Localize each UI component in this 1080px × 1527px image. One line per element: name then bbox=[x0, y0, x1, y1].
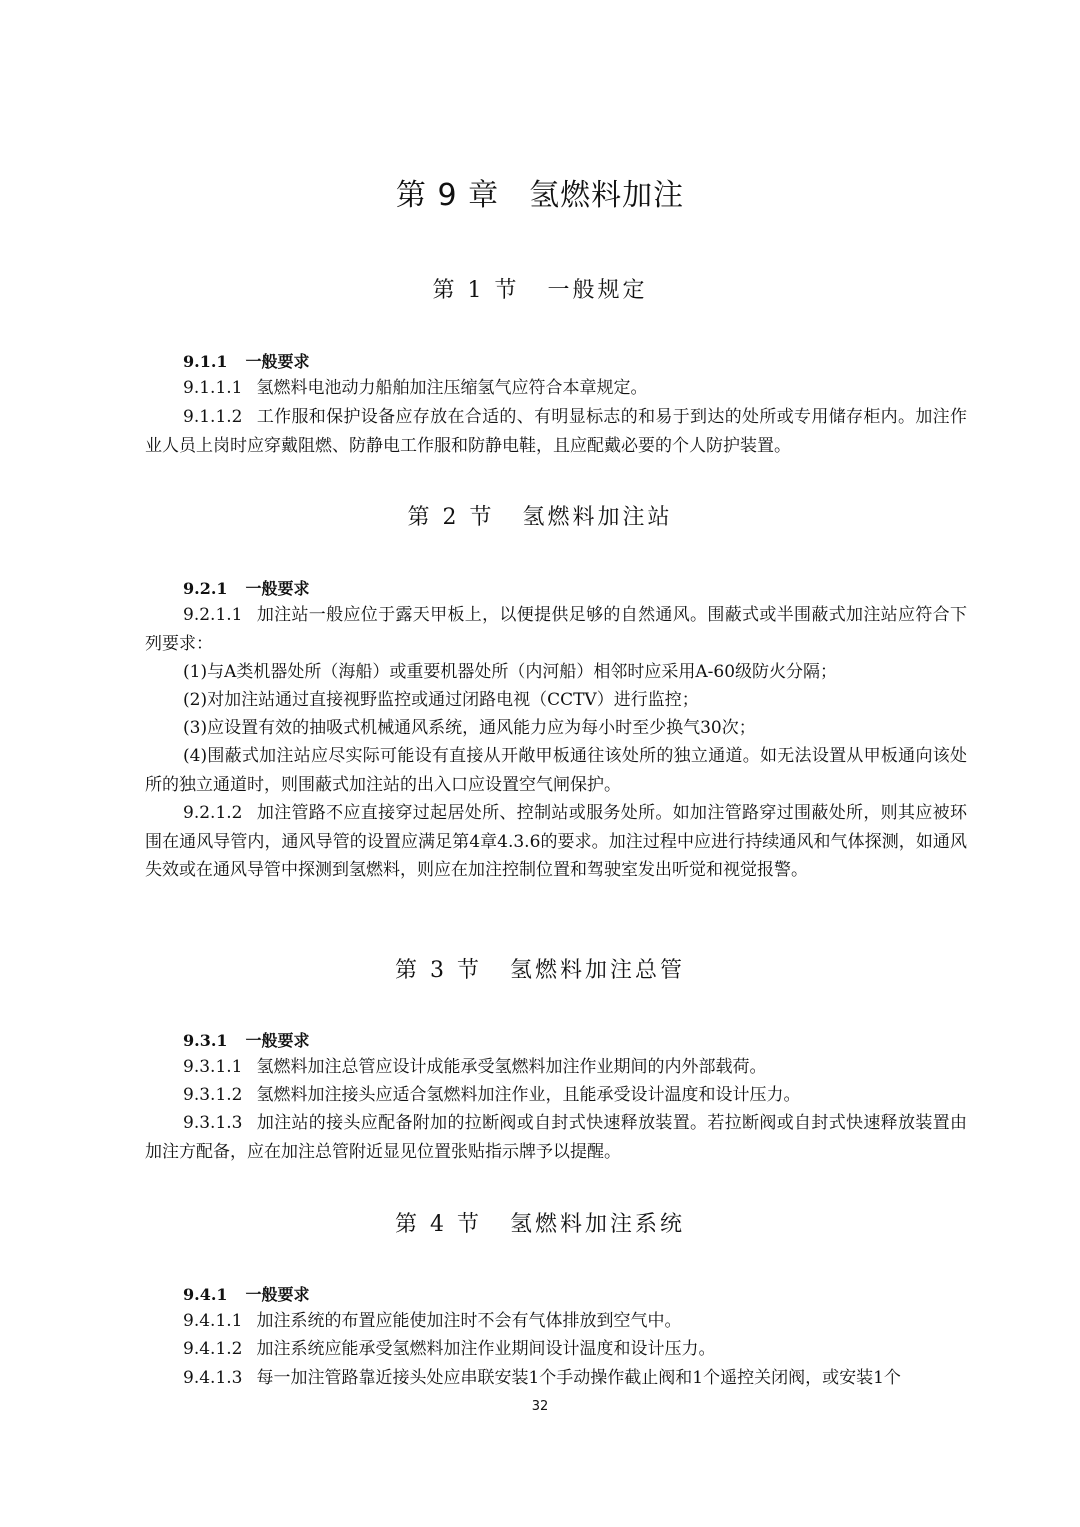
clause-9-3-1-3 bbox=[145, 1109, 967, 1166]
clause-9-3-1-2 bbox=[145, 1081, 967, 1110]
clause-9-4-1-1 bbox=[145, 1307, 967, 1336]
subsection-9-1-1 bbox=[183, 349, 310, 372]
chapter-number: 第 9 章 bbox=[395, 178, 500, 213]
clause-9-2-1-2 bbox=[145, 799, 967, 885]
section-name: 氢燃料加注站 bbox=[522, 505, 673, 530]
chapter-title bbox=[0, 170, 1080, 214]
subsection-title: 一般要求 bbox=[245, 1031, 310, 1050]
requirement-item-2: (2)对加注站通过直接视野监控或通过闭路电视（CCTV）进行监控； bbox=[183, 690, 699, 710]
clause-text: 氢燃料加注总管应设计成能承受氢燃料加注作业期间的内外部载荷。 bbox=[256, 1057, 767, 1077]
page-number: 32 bbox=[531, 1399, 549, 1414]
clause-number: 9.1.1.2 bbox=[183, 407, 243, 427]
clause-9-1-1-1 bbox=[145, 374, 967, 403]
subsection-title: 一般要求 bbox=[245, 352, 310, 371]
clause-9-4-1-3 bbox=[145, 1364, 967, 1393]
section-name: 氢燃料加注系统 bbox=[509, 1212, 685, 1237]
clause-number: 9.4.1.1 bbox=[183, 1311, 243, 1331]
section-number: 第 4 节 bbox=[395, 1212, 482, 1237]
subsection-title: 一般要求 bbox=[245, 1285, 310, 1304]
clause-number: 9.1.1.1 bbox=[183, 378, 243, 398]
clause-number: 9.3.1.2 bbox=[183, 1085, 243, 1105]
section-name: 氢燃料加注总管 bbox=[509, 958, 685, 983]
section-number: 第 3 节 bbox=[395, 958, 482, 983]
subsection-number: 9.3.1 bbox=[183, 1031, 228, 1050]
subsection-9-3-1 bbox=[183, 1028, 310, 1051]
section-2-title bbox=[0, 500, 1080, 531]
clause-text: 工作服和保护设备应存放在合适的、有明显标志的和易于到达的处所或专用储存柜内。加注作业人员上岗时应穿戴阻燃、防静电工作服和防静电鞋，且应配戴必要的个人防护装置。 bbox=[145, 407, 967, 456]
clause-text: 氢燃料电池动力船舶加注压缩氢气应符合本章规定。 bbox=[256, 378, 648, 398]
clause-number: 9.4.1.2 bbox=[183, 1339, 243, 1359]
clause-number: 9.2.1.2 bbox=[183, 803, 243, 823]
section-1-title bbox=[0, 273, 1080, 304]
section-name: 一般规定 bbox=[547, 278, 648, 303]
requirement-item-4 bbox=[145, 742, 967, 799]
requirement-item-3: (3)应设置有效的抽吸式机械通风系统，通风能力应为每小时至少换气30次； bbox=[183, 718, 756, 738]
clause-text: 加注管路不应直接穿过起居处所、控制站或服务处所。如加注管路穿过围蔽处所，则其应被环围在通风导管内，通风导管的设置应满足第4章4.3.6的要求。加注过程中应进行持续通风和气体探测，如通风失效或在通风导管中探测到氢燃料，则应在加注控制位置和驾驶室发出听觉和视觉报警。 bbox=[145, 803, 967, 880]
clause-text: 加注站一般应位于露天甲板上，以便提供足够的自然通风。围蔽式或半围蔽式加注站应符合下列要求： bbox=[145, 605, 967, 654]
subsection-number: 9.2.1 bbox=[183, 579, 228, 598]
clause-9-2-1-1 bbox=[145, 601, 967, 658]
subsection-9-4-1 bbox=[183, 1282, 310, 1305]
clause-text: 加注站的接头应配备附加的拉断阀或自封式快速释放装置。若拉断阀或自封式快速释放装置由加注方配备，应在加注总管附近显见位置张贴指示牌予以提醒。 bbox=[145, 1113, 967, 1162]
clause-9-3-1-1 bbox=[145, 1053, 967, 1082]
section-4-title bbox=[0, 1207, 1080, 1238]
clause-number: 9.3.1.3 bbox=[183, 1113, 243, 1133]
chapter-name: 氢燃料加注 bbox=[529, 178, 685, 213]
clause-text: 每一加注管路靠近接头处应串联安装1个手动操作截止阀和1个遥控关闭阀，或安装1个 bbox=[256, 1368, 901, 1388]
requirement-item-1: (1)与A类机器处所（海船）或重要机器处所（内河船）相邻时应采用A-60级防火分隔； bbox=[183, 662, 838, 682]
clause-text: 加注系统应能承受氢燃料加注作业期间设计温度和设计压力。 bbox=[256, 1339, 716, 1359]
subsection-number: 9.4.1 bbox=[183, 1285, 228, 1304]
section-number: 第 1 节 bbox=[432, 278, 520, 303]
section-3-title bbox=[0, 953, 1080, 984]
subsection-number: 9.1.1 bbox=[183, 352, 228, 371]
clause-number: 9.2.1.1 bbox=[183, 605, 243, 625]
subsection-title: 一般要求 bbox=[245, 579, 310, 598]
clause-9-4-1-2 bbox=[145, 1335, 967, 1364]
clause-9-1-1-2 bbox=[145, 403, 967, 460]
clause-text: (4)围蔽式加注站应尽实际可能设有直接从开敞甲板通往该处所的独立通道。如无法设置从甲板通向该处所的独立通道时，则围蔽式加注站的出入口应设置空气闸保护。 bbox=[145, 746, 967, 795]
section-number: 第 2 节 bbox=[407, 505, 495, 530]
clause-number: 9.3.1.1 bbox=[183, 1057, 243, 1077]
clause-number: 9.4.1.3 bbox=[183, 1368, 243, 1388]
subsection-9-2-1 bbox=[183, 576, 310, 599]
clause-text: 氢燃料加注接头应适合氢燃料加注作业，且能承受设计温度和设计压力。 bbox=[256, 1085, 801, 1105]
clause-text: 加注系统的布置应能使加注时不会有气体排放到空气中。 bbox=[256, 1311, 682, 1331]
